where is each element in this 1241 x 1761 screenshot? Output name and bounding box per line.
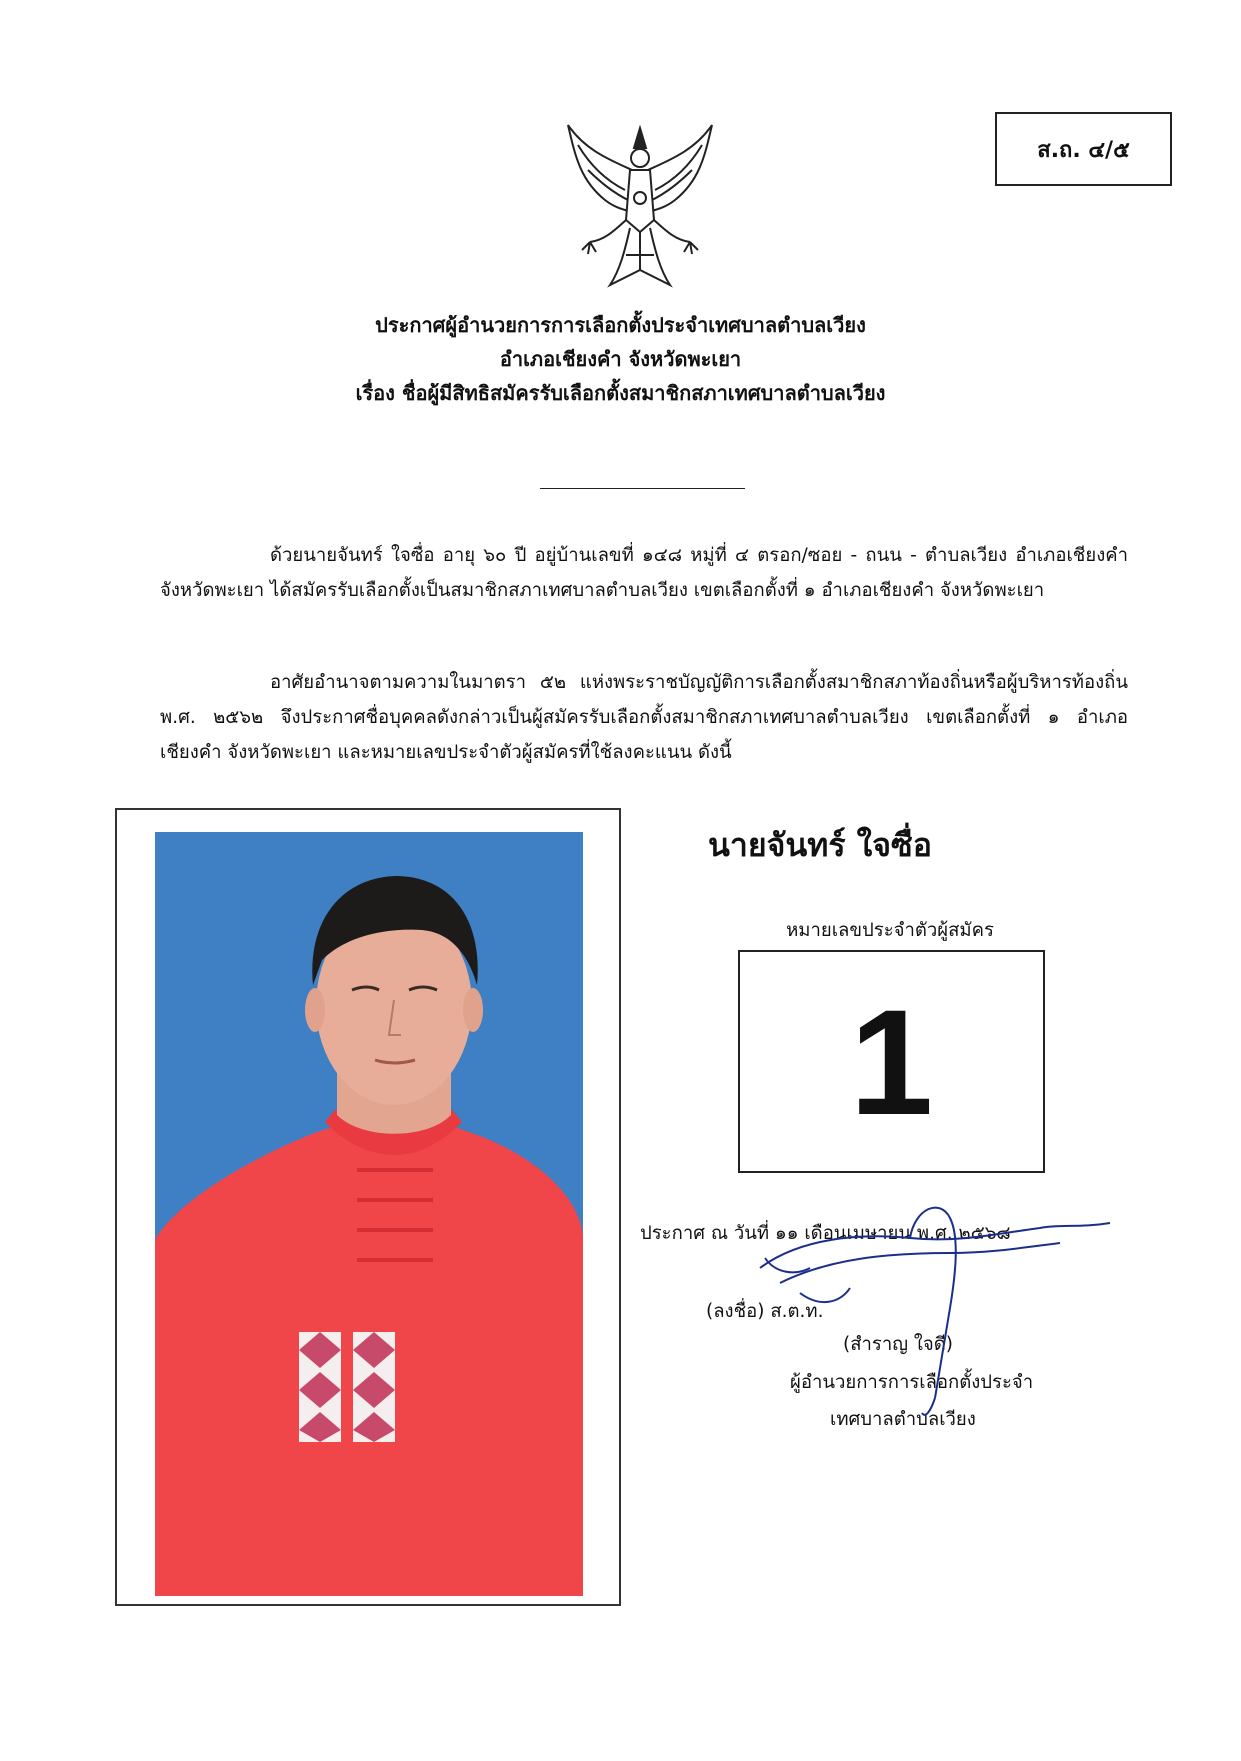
header-title-line: ประกาศผู้อำนวยการการเลือกตั้งประจำเทศบาลตำบลเวียง: [375, 313, 866, 337]
garuda-emblem-icon: [560, 120, 720, 290]
candidate-name: นายจันทร์ ใจซื่อ: [708, 826, 932, 864]
form-code: ส.ถ. ๔/๕: [1037, 137, 1130, 163]
header-divider: [540, 488, 745, 489]
announcement-header: [0, 308, 1241, 410]
candidate-portrait-image: [117, 810, 619, 1604]
candidate-number-label: หมายเลขประจำตัวผู้สมัคร: [786, 920, 994, 941]
header-subject-line: เรื่อง ชื่อผู้มีสิทธิสมัครรับเลือกตั้งสมาชิกสภาเทศบาลตำบลเวียง: [355, 381, 886, 405]
body-paragraph-2: อาศัยอำนาจตามความในมาตรา ๕๒ แห่งพระราชบัญญัติการเลือกตั้งสมาชิกสภาท้องถิ่นหรือผู้บริหารท้องถิ่น พ.ศ. ๒๕๖๒ จึงประกาศชื่อบุคคลดังกล่าวเป็นผู้สมัครรับเลือกตั้งสมาชิกสภาเทศบาลตำบลเวียง เขตเลือกตั้งที่ ๑ อำเภอเชียงคำ จังหวัดพะเยา และหมายเลขประจำตัวผู้สมัครที่ใช้ลงคะแนน ดังนี้: [160, 672, 1128, 763]
candidate-photo: [115, 808, 621, 1606]
signature-line: (ลงชื่อ) ส.ต.ท.: [706, 1301, 824, 1322]
body-paragraph-1: ด้วยนายจันทร์ ใจซื่อ อายุ ๖๐ ปี อยู่บ้านเลขที่ ๑๔๘ หมู่ที่ ๔ ตรอก/ซอย - ถนน - ตำบลเวียง อำเภอเชียงคำ จังหวัดพะเยา ได้สมัครรับเลือกตั้งเป็นสมาชิกสภาเทศบาลตำบลเวียง เขตเลือกตั้งที่ ๑ อำเภอเชียงคำ จังหวัดพะเยา: [160, 545, 1128, 601]
announcement-date: ประกาศ ณ วันที่ ๑๑ เดือนเมษายน พ.ศ. ๒๕๖๘: [640, 1223, 1011, 1244]
signatory-position-line-2: เทศบาลตำบลเวียง: [830, 1409, 976, 1430]
header-district-line: อำเภอเชียงคำ จังหวัดพะเยา: [499, 347, 742, 371]
signatory-name: (สำราญ ใจดี): [843, 1334, 953, 1355]
candidate-number: 1: [849, 977, 934, 1146]
signatory-position-line-1: ผู้อำนวยการการเลือกตั้งประจำ: [790, 1372, 1034, 1393]
candidate-number-box: [738, 950, 1045, 1173]
form-code-box: [995, 112, 1172, 186]
